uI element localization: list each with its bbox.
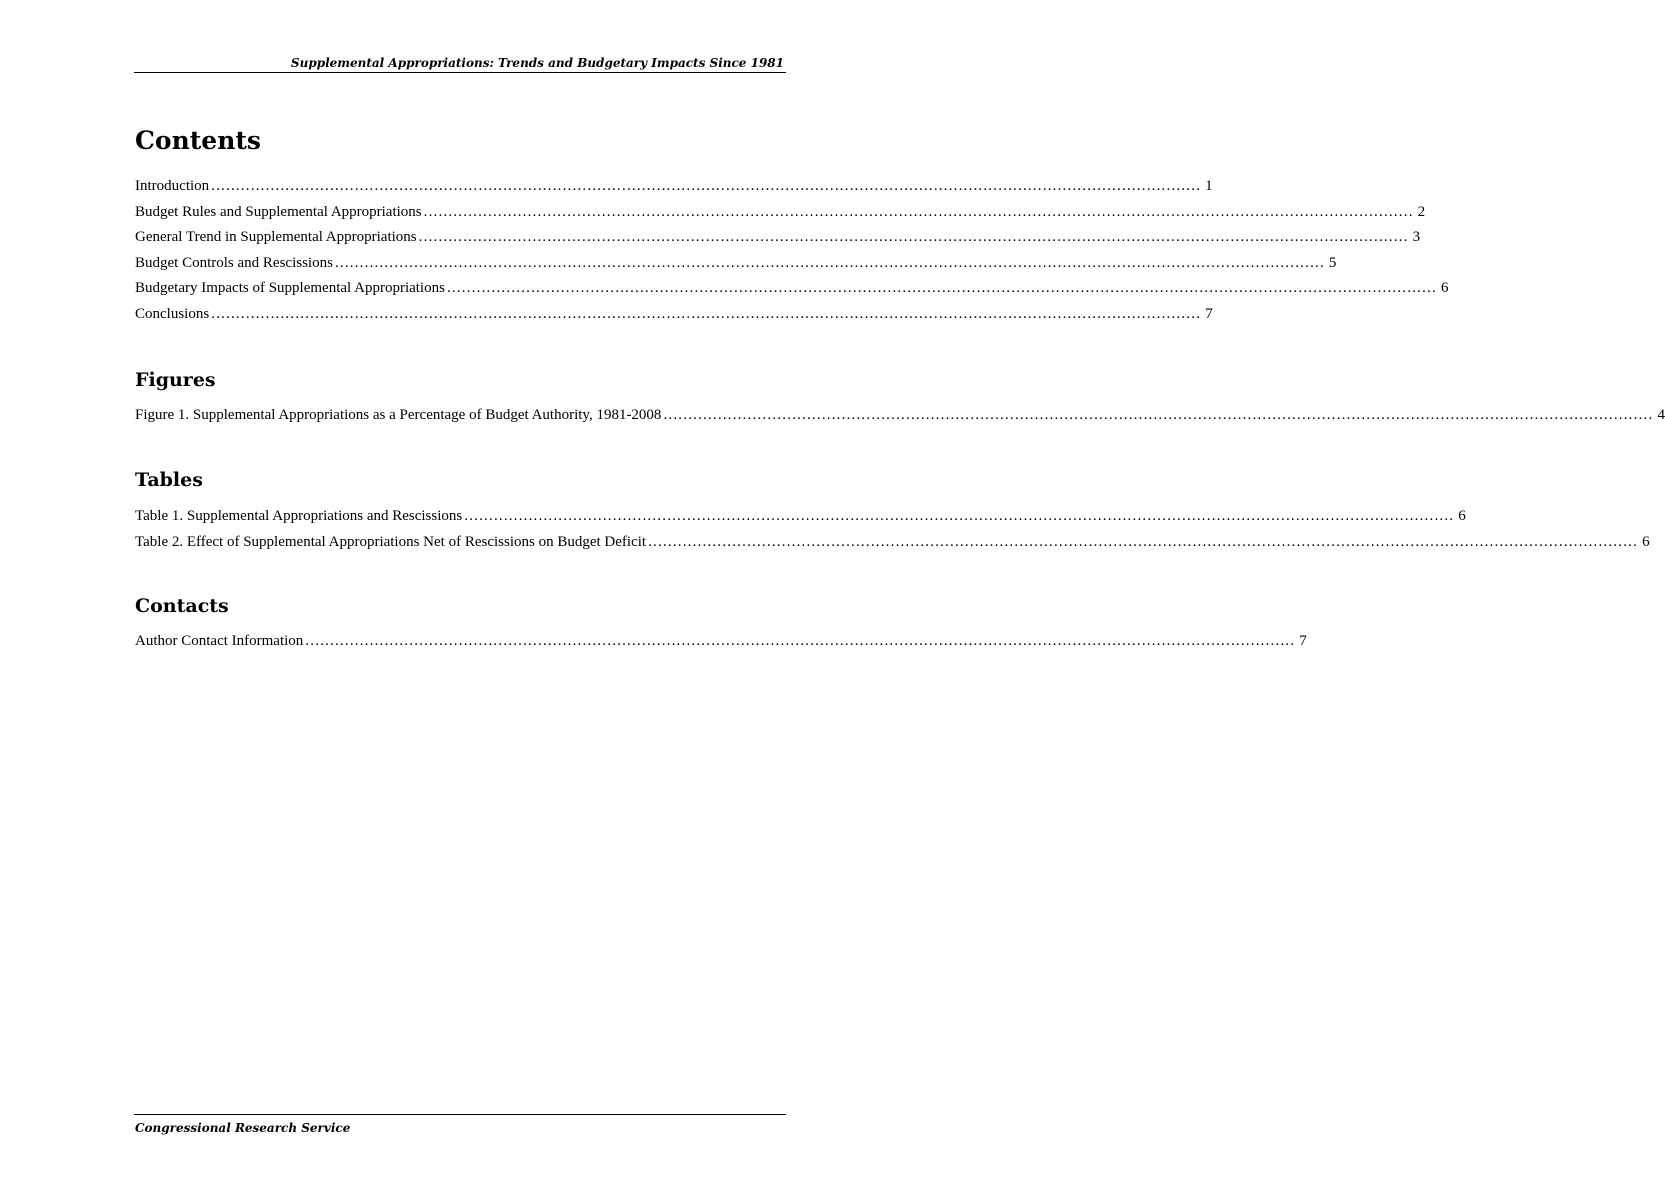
running-header-title: Supplemental Appropriations: Trends and Budgetary Impacts Since 1981 <box>290 56 784 70</box>
toc-entry-label: Author Contact Information <box>135 633 304 649</box>
toc-entry-label: Budgetary Impacts of Supplemental Appropriations <box>135 280 445 297</box>
toc-entry-budgetary-impacts[interactable] <box>135 279 1449 305</box>
toc-entry-label: Budget Rules and Supplemental Appropriations <box>135 203 422 220</box>
dot-leader: ........................................................................................................................................................................................................ <box>446 280 1437 297</box>
running-footer <box>134 1114 786 1135</box>
dot-leader: ........................................................................................................................................................................................................ <box>663 407 1654 423</box>
toc-entry-page: 6 <box>1642 533 1650 550</box>
dot-leader: ........................................................................................................................................................................................................ <box>464 508 1455 524</box>
toc-entry-table-2[interactable] <box>135 533 1650 559</box>
tables-list <box>135 507 1650 558</box>
toc-entry-introduction[interactable] <box>135 177 1213 203</box>
dot-leader: ........................................................................................................................................................................................................ <box>423 203 1414 220</box>
toc-entry-label: Table 2. Effect of Supplemental Appropriations Net of Rescissions on Budget Deficit <box>135 533 647 550</box>
toc-entry-author-contact[interactable] <box>135 632 1307 658</box>
contents-heading: Contents <box>135 126 262 155</box>
toc-entry-label: Introduction <box>135 178 210 194</box>
toc-entry-label: Figure 1. Supplemental Appropriations as a Percentage of Budget Authority, 1981-2008 <box>135 407 662 423</box>
toc-entry-page: 6 <box>1440 280 1449 297</box>
toc-entry-page: 5 <box>1328 254 1337 271</box>
dot-leader: ........................................................................................................................................................................................................ <box>211 305 1202 322</box>
toc-entry-page: 7 <box>1205 305 1213 322</box>
toc-entry-budget-rules[interactable] <box>135 203 1426 229</box>
toc-entry-page: 6 <box>1458 508 1466 524</box>
toc-entry-label: Table 1. Supplemental Appropriations and Rescissions <box>135 508 463 524</box>
toc-entry-label: General Trend in Supplemental Appropriations <box>135 229 417 246</box>
dot-leader: ........................................................................................................................................................................................................ <box>211 178 1202 194</box>
toc-entry-label: Conclusions <box>135 305 210 322</box>
dot-leader: ........................................................................................................................................................................................................ <box>418 229 1409 246</box>
toc-entry-figure-1[interactable] <box>135 406 1665 432</box>
footer-organization: Congressional Research Service <box>135 1121 351 1135</box>
running-header <box>134 56 786 73</box>
dot-leader: ........................................................................................................................................................................................................ <box>334 254 1325 271</box>
tables-heading: Tables <box>135 469 203 491</box>
figures-heading: Figures <box>135 369 216 391</box>
toc-entry-page: 4 <box>1657 407 1665 423</box>
dot-leader: ........................................................................................................................................................................................................ <box>305 633 1296 649</box>
contacts-heading: Contacts <box>135 595 229 617</box>
dot-leader: ........................................................................................................................................................................................................ <box>648 533 1639 550</box>
toc-entry-page: 2 <box>1417 203 1426 220</box>
toc-entry-general-trend[interactable] <box>135 228 1421 254</box>
toc-entry-page: 7 <box>1299 633 1307 649</box>
toc-entry-conclusions[interactable] <box>135 305 1213 331</box>
contacts-list <box>135 632 1307 658</box>
toc-entry-budget-controls[interactable] <box>135 254 1337 280</box>
toc-entry-page: 1 <box>1205 178 1213 194</box>
contents-list <box>135 177 1449 331</box>
figures-list <box>135 406 1665 432</box>
toc-entry-page: 3 <box>1412 229 1421 246</box>
toc-entry-label: Budget Controls and Rescissions <box>135 254 333 271</box>
toc-entry-table-1[interactable] <box>135 507 1466 533</box>
